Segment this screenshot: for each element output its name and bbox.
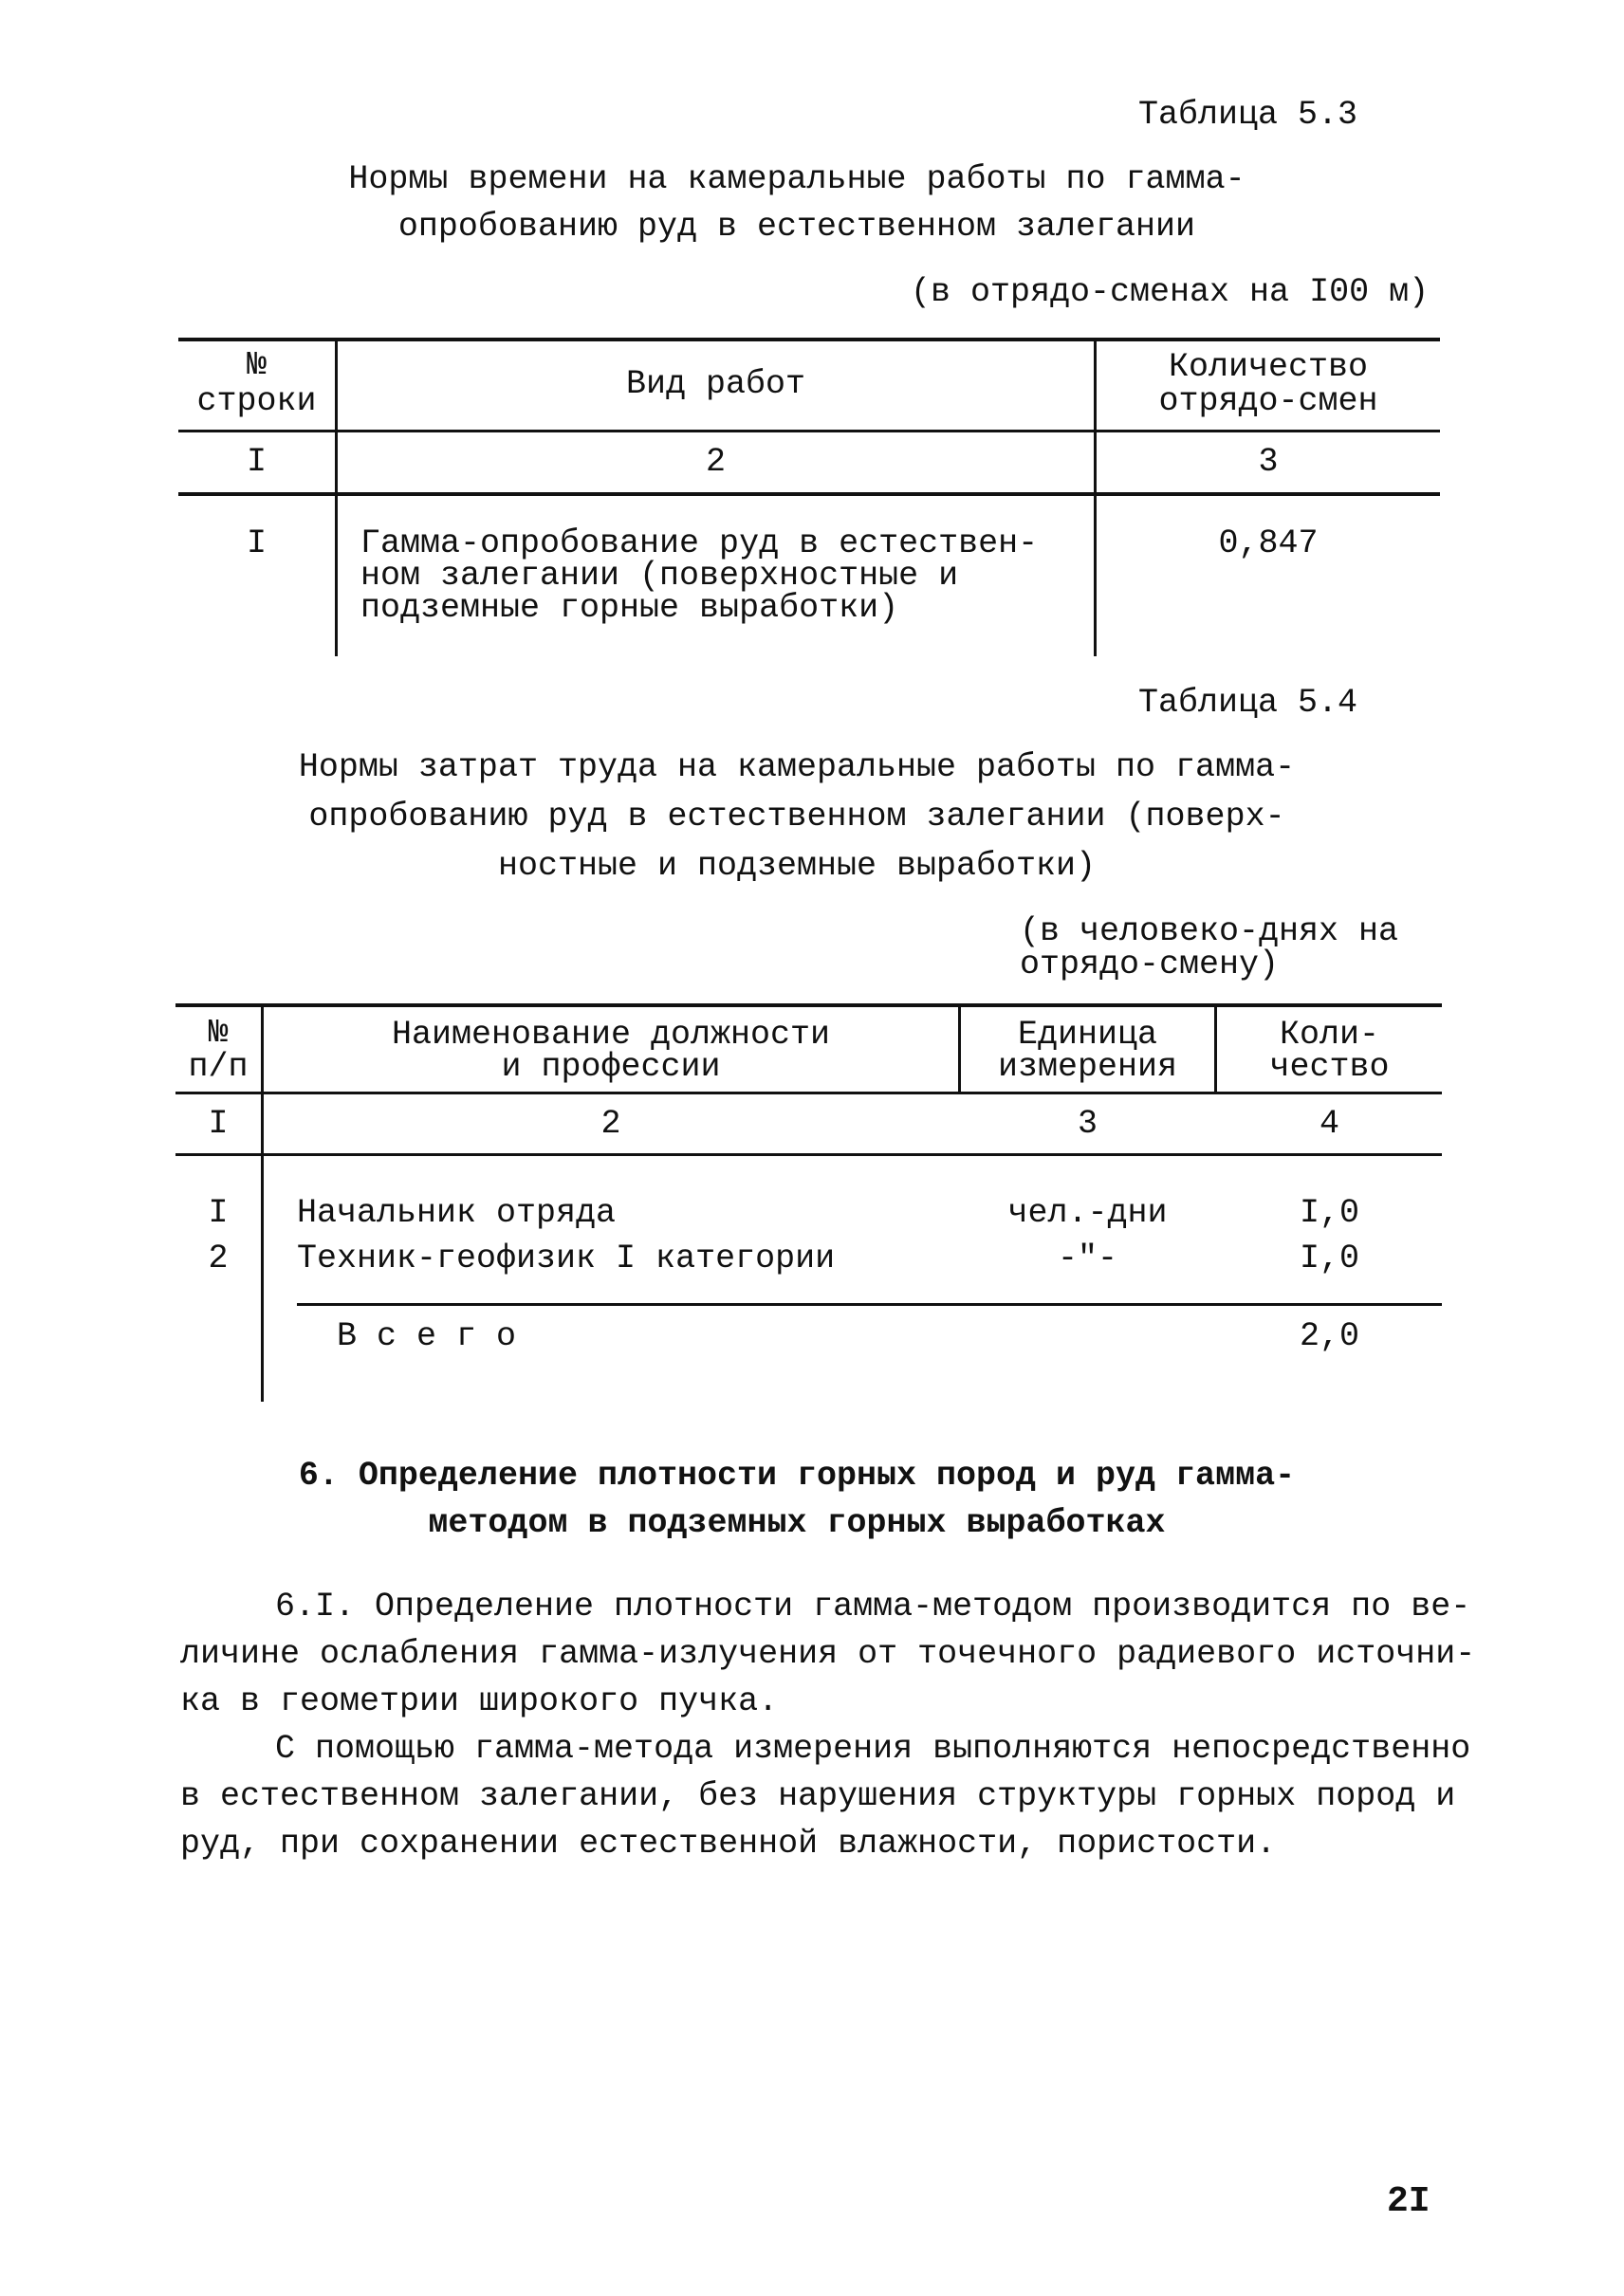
header-name-line-2: и профессии: [501, 1048, 721, 1086]
section-6-heading-line-1: 6. Определение плотности горных пород и руд гамма-: [298, 1457, 1296, 1495]
table-5-4: [175, 1003, 1442, 1402]
col-number-2: 2: [705, 443, 726, 481]
row-qty: 0,847: [1218, 524, 1319, 562]
row-2-unit: -"-: [1057, 1240, 1117, 1277]
table-5-3-label: Таблица 5.3: [1138, 96, 1358, 134]
row-work-line-1: Гамма-опробование руд в естествен-: [360, 524, 1039, 562]
row-work-line-3: подземные горные выработки): [360, 589, 899, 627]
table-5-4-title-line-1: Нормы затрат труда на камеральные работы по гамма-: [298, 748, 1296, 786]
table-5-3-title-line-2: опробованию руд в естественном залегании: [397, 208, 1196, 246]
col-number-4: 4: [1319, 1105, 1339, 1143]
row-1-unit: чел.-дни: [1007, 1194, 1168, 1232]
row-work-line-2: ном залегании (поверхностные и: [360, 557, 959, 595]
paragraph-2-line-1: С помощью гамма-метода измерения выполняются непосредственно: [275, 1730, 1471, 1768]
row-2-qty: I,0: [1299, 1240, 1359, 1277]
table-5-3-title-line-1: Нормы времени на камеральные работы по гамма-: [348, 160, 1246, 198]
header-num-label: строки: [196, 382, 317, 420]
section-6-heading-line-2: методом в подземных горных выработках: [428, 1504, 1166, 1542]
paragraph-2-line-2: в естественном залегании, без нарушения структуры горных пород и: [180, 1777, 1456, 1815]
col-number-1: I: [208, 1105, 229, 1143]
row-num: I: [246, 524, 267, 562]
header-unit-line-2: измерения: [997, 1048, 1178, 1086]
total-qty: 2,0: [1299, 1317, 1359, 1355]
col-number-2: 2: [600, 1105, 621, 1143]
header-qty-line-2: отрядо-смен: [1158, 382, 1378, 420]
paragraph-1-line-2: личине ослабления гамма-излучения от точечного радиевого источни-: [180, 1635, 1476, 1673]
header-num-label: п/п: [188, 1048, 249, 1086]
row-1-name: Начальник отряда: [297, 1194, 617, 1232]
table-5-4-unit-line-1: (в человеко-днях на: [1020, 912, 1399, 950]
header-name-line-1: Наименование должности: [391, 1016, 831, 1054]
header-num-sign: №: [208, 1014, 229, 1052]
table-5-4-unit-line-2: отрядо-смену): [1020, 946, 1280, 983]
col-number-3: 3: [1077, 1105, 1098, 1143]
table-5-4-title-line-2: опробованию руд в естественном залегании (поверх-: [308, 798, 1285, 836]
header-qty-line-1: Количество: [1168, 348, 1369, 386]
total-label: В с е г о: [337, 1317, 517, 1355]
header-qty-line-2: чество: [1269, 1048, 1390, 1086]
paragraph-1-line-1: 6.I. Определение плотности гамма-методом производится по ве-: [275, 1588, 1471, 1626]
table-5-4-label: Таблица 5.4: [1138, 684, 1358, 722]
table-5-3-unit: (в отрядо-сменах на I00 м): [911, 273, 1430, 311]
col-number-1: I: [246, 443, 267, 481]
table-5-3: [178, 338, 1440, 656]
header-unit-line-1: Единица: [1017, 1016, 1158, 1054]
header-work: Вид работ: [625, 365, 806, 403]
paragraph-2-line-3: руд, при сохранении естественной влажности, пористости.: [180, 1825, 1277, 1863]
header-qty-line-1: Коли-: [1279, 1016, 1380, 1054]
row-2-num: 2: [208, 1240, 229, 1277]
table-5-4-title-line-3: ностные и подземные выработки): [497, 847, 1097, 885]
header-num-sign: №: [246, 346, 267, 384]
paragraph-1-line-3: ка в геометрии широкого пучка.: [180, 1682, 779, 1720]
col-number-3: 3: [1258, 443, 1279, 481]
row-1-qty: I,0: [1299, 1194, 1359, 1232]
row-2-name: Техник-геофизик I категории: [297, 1240, 836, 1277]
row-1-num: I: [208, 1194, 229, 1232]
page-number: 2I: [1387, 2181, 1430, 2222]
